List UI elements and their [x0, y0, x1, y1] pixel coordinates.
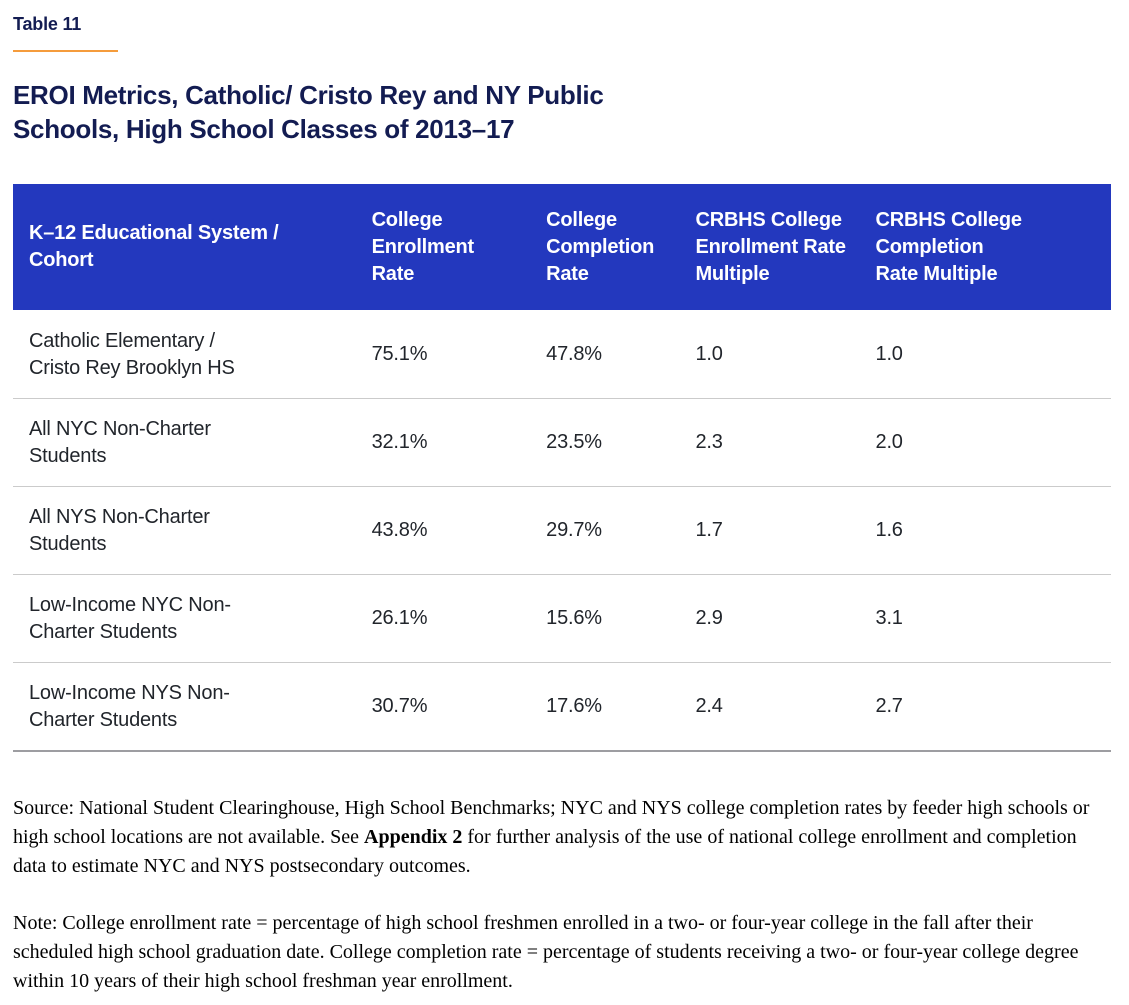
cell-cohort [13, 680, 356, 734]
source-note-text: Source: National Student Clearinghouse, High School Benchmarks; NYC and NYS college completion rates by feeder high schools or high school locations are not available. See [13, 797, 1090, 848]
column-header-completion-rate-label: College Completion Rate [546, 208, 655, 285]
accent-rule [13, 50, 118, 52]
cell-completion-rate: 47.8% [546, 343, 602, 365]
table-row-catholic-cristo-rey [13, 310, 1111, 398]
cell-completion-multiple: 1.6 [875, 519, 903, 541]
cell-completion-multiple: 3.1 [875, 607, 903, 629]
cell-cohort [13, 592, 356, 646]
cell-completion-rate: 15.6% [546, 607, 602, 629]
column-header-enrollment-rate [356, 207, 531, 288]
cell-completion-rate: 29.7% [546, 519, 602, 541]
cell-cohort [13, 504, 356, 558]
cohort-label: Catholic Elementary / Cristo Rey Brooklyn HS [29, 329, 235, 379]
cell-completion-rate: 17.6% [546, 695, 602, 717]
cell-enrollment-multiple: 1.7 [695, 519, 723, 541]
cell-enrollment-multiple: 1.0 [695, 343, 723, 365]
table-row-low-income-nyc [13, 574, 1111, 662]
definition-note: Note: College enrollment rate = percentage of high school freshmen enrolled in a two- or four-year college in the fall after their scheduled high school graduation date. College completion rate = percentage of students receiving a two- or four-year college degree within 10 years of their high school freshman year enrollment. [13, 912, 1079, 992]
table-row-all-nys [13, 486, 1111, 574]
cell-enrollment-rate: 32.1% [371, 431, 428, 453]
cell-enrollment-rate: 30.7% [371, 695, 428, 717]
column-header-completion-rate [530, 207, 679, 288]
eroi-metrics-table [13, 184, 1111, 752]
cell-enrollment-rate: 75.1% [371, 343, 428, 365]
cell-completion-multiple: 2.0 [875, 431, 903, 453]
cell-enrollment-multiple: 2.4 [695, 695, 723, 717]
cohort-label: All NYS Non-Charter Students [29, 505, 210, 555]
column-header-enrollment-multiple [679, 207, 859, 288]
column-header-completion-multiple-label: CRBHS College Completion Rate Multiple [875, 208, 1022, 285]
cell-completion-rate: 23.5% [546, 431, 602, 453]
table-row-low-income-nys [13, 662, 1111, 750]
cell-cohort [13, 328, 356, 382]
table-row-all-nyc [13, 398, 1111, 486]
table-number-label: Table 11 [13, 14, 82, 34]
column-header-cohort-label: K–12 Educational System / Cohort [29, 222, 279, 271]
table-title-line-2: Schools, High School Classes of 2013–17 [13, 114, 515, 144]
cohort-label: Low-Income NYC Non-Charter Students [29, 593, 231, 643]
table-title-line-1: EROI Metrics, Catholic/ Cristo Rey and NY Public [13, 80, 604, 110]
column-header-cohort [13, 220, 356, 274]
source-note-appendix-ref: Appendix 2 [364, 826, 463, 848]
cell-enrollment-rate: 43.8% [371, 519, 428, 541]
cell-completion-multiple: 1.0 [875, 343, 903, 365]
cell-cohort [13, 416, 356, 470]
column-header-completion-multiple [860, 207, 1111, 288]
column-header-enrollment-rate-label: College Enrollment Rate [371, 208, 475, 285]
source-note [13, 794, 1091, 881]
cohort-label: Low-Income NYS Non-Charter Students [29, 681, 230, 731]
column-header-enrollment-multiple-label: CRBHS College Enrollment Rate Multiple [695, 208, 846, 285]
cell-enrollment-rate: 26.1% [371, 607, 428, 629]
cell-enrollment-multiple: 2.3 [695, 431, 723, 453]
cell-enrollment-multiple: 2.9 [695, 607, 723, 629]
source-note-text-continued: for further analysis of the use of national college enrollment and completion data to estimate NYC and NYS postsecondary outcomes. [13, 826, 1077, 877]
table-title [13, 78, 1113, 146]
table-header-row [13, 184, 1111, 310]
cohort-label: All NYC Non-Charter Students [29, 417, 211, 467]
cell-completion-multiple: 2.7 [875, 695, 903, 717]
